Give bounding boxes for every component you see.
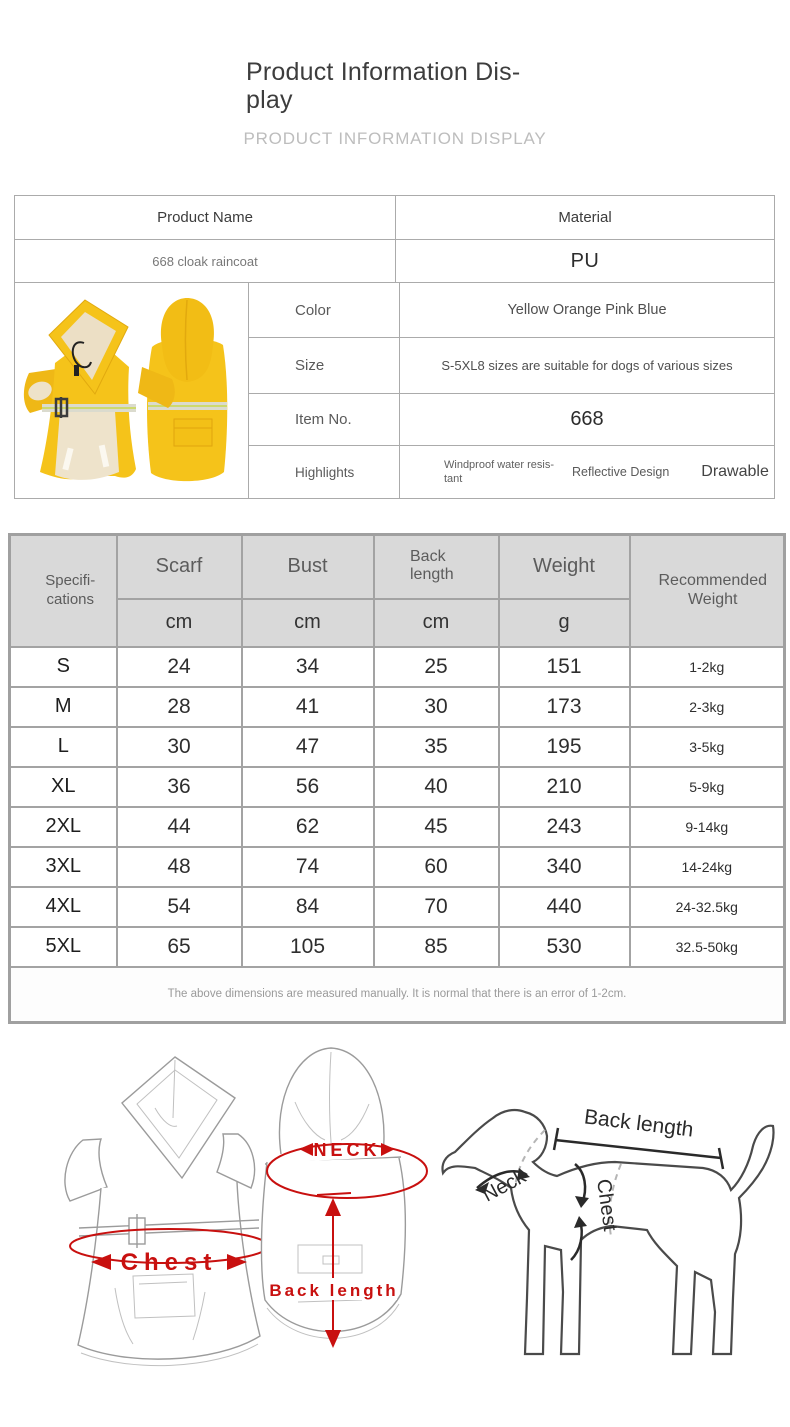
table-row-4xl bbox=[10, 887, 785, 927]
page-title-line2: play bbox=[246, 86, 293, 114]
highlights-value bbox=[400, 446, 774, 498]
bust-column-header: Bust bbox=[242, 535, 374, 599]
rec-cell: 24-32.5kg bbox=[630, 887, 785, 927]
back-cell: 35 bbox=[374, 727, 499, 767]
product-photo bbox=[15, 283, 248, 497]
rec-cell: 1-2kg bbox=[630, 647, 785, 687]
weight-cell: 243 bbox=[499, 807, 630, 847]
size-cell: 4XL bbox=[10, 887, 117, 927]
scarf-cell: 30 bbox=[117, 727, 242, 767]
scarf-cell: 24 bbox=[117, 647, 242, 687]
weight-cell: 210 bbox=[499, 767, 630, 807]
recommended-weight-header: Recommended Weight bbox=[630, 535, 785, 647]
bust-cell: 105 bbox=[242, 927, 374, 967]
dog-back-length-label: Back length bbox=[582, 1105, 695, 1142]
bust-unit: cm bbox=[242, 599, 374, 647]
size-cell: M bbox=[10, 687, 117, 727]
bust-cell: 84 bbox=[242, 887, 374, 927]
material-header: Material bbox=[558, 209, 612, 226]
bust-cell: 74 bbox=[242, 847, 374, 887]
weight-cell: 173 bbox=[499, 687, 630, 727]
back-cell: 60 bbox=[374, 847, 499, 887]
rec-cell: 14-24kg bbox=[630, 847, 785, 887]
back-length-column-header: Back length bbox=[374, 535, 499, 599]
bust-cell: 62 bbox=[242, 807, 374, 847]
page-title bbox=[246, 58, 546, 114]
color-label: Color bbox=[249, 283, 400, 337]
item-no-label: Item No. bbox=[249, 394, 400, 445]
back-cell: 30 bbox=[374, 687, 499, 727]
scarf-unit: cm bbox=[117, 599, 242, 647]
neck-label: NECK bbox=[313, 1140, 381, 1160]
back-cell: 45 bbox=[374, 807, 499, 847]
weight-cell: 195 bbox=[499, 727, 630, 767]
back-cell: 70 bbox=[374, 887, 499, 927]
rec-cell: 9-14kg bbox=[630, 807, 785, 847]
size-label: Size bbox=[249, 338, 400, 393]
back-length-label: Back length bbox=[269, 1281, 399, 1300]
weight-cell: 440 bbox=[499, 887, 630, 927]
info-value-row bbox=[15, 240, 774, 283]
rec-cell: 3-5kg bbox=[630, 727, 785, 767]
scarf-cell: 48 bbox=[117, 847, 242, 887]
color-row bbox=[249, 283, 774, 338]
table-row-5xl bbox=[10, 927, 785, 967]
rec-cell: 32.5-50kg bbox=[630, 927, 785, 967]
measurement-note: The above dimensions are measured manually. It is normal that there is an error of 1-2cm. bbox=[10, 967, 785, 1023]
size-row bbox=[249, 338, 774, 394]
weight-column-header: Weight bbox=[499, 535, 630, 599]
weight-cell: 340 bbox=[499, 847, 630, 887]
page-subtitle: PRODUCT INFORMATION DISPLAY bbox=[243, 129, 547, 148]
table-row-xl bbox=[10, 767, 785, 807]
size-cell: 3XL bbox=[10, 847, 117, 887]
scarf-cell: 65 bbox=[117, 927, 242, 967]
color-value: Yellow Orange Pink Blue bbox=[507, 302, 667, 318]
weight-cell: 530 bbox=[499, 927, 630, 967]
size-cell: 5XL bbox=[10, 927, 117, 967]
scarf-cell: 28 bbox=[117, 687, 242, 727]
weight-unit: g bbox=[499, 599, 630, 647]
highlights-row bbox=[249, 446, 774, 498]
highlight-reflective: Reflective Design bbox=[572, 465, 670, 479]
size-cell: 2XL bbox=[10, 807, 117, 847]
note-row bbox=[10, 967, 785, 1023]
size-cell: S bbox=[10, 647, 117, 687]
chest-label: Chest bbox=[120, 1249, 218, 1276]
back-length-unit: cm bbox=[374, 599, 499, 647]
product-photo-cell bbox=[15, 283, 249, 498]
info-header-row bbox=[15, 196, 774, 240]
product-name-value: 668 cloak raincoat bbox=[15, 240, 396, 282]
back-cell: 40 bbox=[374, 767, 499, 807]
size-cell: L bbox=[10, 727, 117, 767]
dog-neck-label: Neck bbox=[479, 1165, 530, 1207]
back-cell: 25 bbox=[374, 647, 499, 687]
size-chart-header-row1 bbox=[10, 535, 785, 599]
bust-cell: 41 bbox=[242, 687, 374, 727]
size-cell: XL bbox=[10, 767, 117, 807]
size-chart-table bbox=[8, 533, 786, 1024]
back-cell: 85 bbox=[374, 927, 499, 967]
product-name-header: Product Name bbox=[15, 196, 396, 239]
info-bottom-section bbox=[15, 283, 774, 498]
dog-chest-label: Chest bbox=[592, 1177, 622, 1233]
page-title-line1: Product Information Dis- bbox=[246, 58, 521, 86]
scarf-cell: 54 bbox=[117, 887, 242, 927]
item-no-row bbox=[249, 394, 774, 446]
rec-cell: 2-3kg bbox=[630, 687, 785, 727]
weight-cell: 151 bbox=[499, 647, 630, 687]
table-row-l bbox=[10, 727, 785, 767]
bust-cell: 34 bbox=[242, 647, 374, 687]
table-row-3xl bbox=[10, 847, 785, 887]
spec-column-header: Specifications bbox=[10, 535, 117, 647]
highlight-windproof: Windproof water resis-tant bbox=[444, 458, 555, 485]
bust-cell: 47 bbox=[242, 727, 374, 767]
highlights-label: Highlights bbox=[249, 446, 400, 498]
rec-cell: 5-9kg bbox=[630, 767, 785, 807]
table-row-s bbox=[10, 647, 785, 687]
product-info-table bbox=[14, 195, 775, 499]
size-value: S-5XL8 sizes are suitable for dogs of various sizes bbox=[441, 358, 733, 373]
scarf-cell: 36 bbox=[117, 767, 242, 807]
scarf-column-header: Scarf bbox=[117, 535, 242, 599]
item-no-value: 668 bbox=[570, 408, 604, 430]
table-row-2xl bbox=[10, 807, 785, 847]
spec-rows bbox=[249, 283, 774, 498]
table-row-m bbox=[10, 687, 785, 727]
coat-front-sketch bbox=[55, 1048, 275, 1378]
highlight-drawable: Drawable bbox=[701, 463, 769, 480]
material-value: PU bbox=[570, 249, 600, 272]
dog-measure-diagram bbox=[425, 1068, 790, 1380]
bust-cell: 56 bbox=[242, 767, 374, 807]
scarf-cell: 44 bbox=[117, 807, 242, 847]
